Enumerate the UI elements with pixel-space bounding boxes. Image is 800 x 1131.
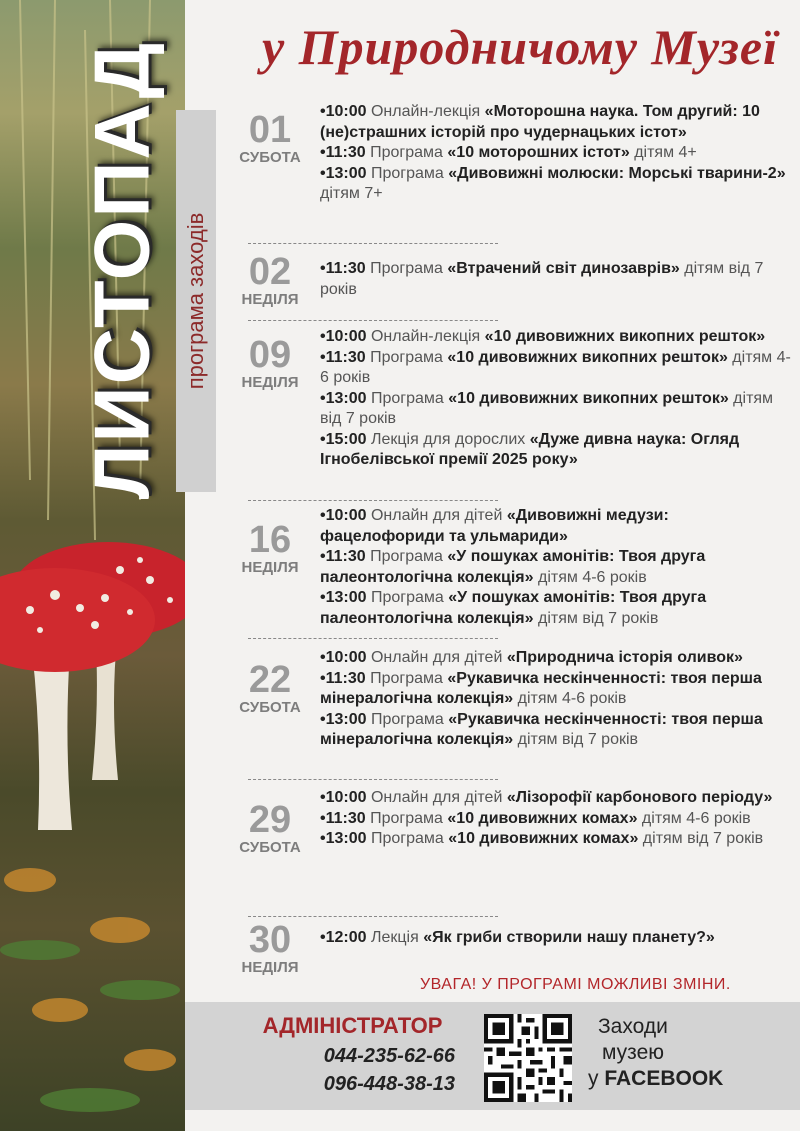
day-weekday: НЕДІЛЯ bbox=[241, 374, 299, 391]
day-label bbox=[230, 800, 310, 856]
event-time: 10:00 bbox=[325, 507, 367, 524]
day-number: 29 bbox=[248, 799, 292, 841]
day-separator bbox=[248, 638, 498, 639]
day-label bbox=[230, 920, 310, 976]
bullet-icon: • bbox=[320, 144, 326, 161]
day-separator bbox=[248, 320, 498, 321]
event-age: дітям від 7 років bbox=[320, 260, 764, 298]
day-label bbox=[230, 520, 310, 576]
page-header: у Природничому Музеї bbox=[262, 19, 778, 75]
day-events bbox=[320, 788, 795, 850]
event-title: «Рукавичка нескінченності: твоя перша мінералогічна колекція» bbox=[320, 710, 763, 748]
event-item bbox=[320, 928, 795, 949]
event-type: Онлайн-лекція bbox=[370, 328, 481, 345]
event-time: 13:00 bbox=[325, 830, 367, 847]
event-title: «Дуже дивна наука: Огляд Ігнобелівської премії 2025 року» bbox=[320, 430, 740, 468]
event-item bbox=[320, 259, 795, 300]
event-type: Програма bbox=[370, 260, 443, 277]
facebook-link[interactable]: FACEBOOK bbox=[604, 1067, 724, 1090]
event-time: 10:00 bbox=[325, 328, 367, 345]
bullet-icon: • bbox=[320, 669, 326, 687]
event-type: Програма bbox=[370, 830, 444, 847]
facebook-promo[interactable] bbox=[588, 1014, 768, 1092]
day-label bbox=[230, 335, 310, 391]
bullet-icon: • bbox=[320, 507, 326, 524]
phone-number-1[interactable]: 044-235-62-66 bbox=[323, 1045, 455, 1067]
day-number: 01 bbox=[248, 109, 292, 151]
event-title: «Моторошна наука. Том другий: 10 (не)страшних історій про чудернацьких істот» bbox=[320, 103, 760, 141]
event-time: 15:00 bbox=[325, 430, 367, 448]
bullet-icon: • bbox=[320, 548, 326, 565]
event-type: Лекція для дорослих bbox=[370, 430, 526, 448]
event-time: 12:00 bbox=[325, 929, 367, 946]
bullet-icon: • bbox=[320, 710, 326, 728]
warning-notice: УВАГА! У ПРОГРАМІ МОЖЛИВІ ЗМІНИ. bbox=[420, 976, 731, 993]
event-time: 11:30 bbox=[325, 348, 366, 366]
day-number: 16 bbox=[248, 519, 292, 561]
event-age: дітям 4-6 років bbox=[537, 568, 647, 586]
day-weekday: НЕДІЛЯ bbox=[241, 559, 299, 576]
event-type: Програма bbox=[370, 164, 444, 182]
bullet-icon: • bbox=[320, 929, 326, 946]
event-time: 13:00 bbox=[325, 164, 367, 182]
bullet-icon: • bbox=[320, 260, 326, 277]
event-title: «Як гриби створили нашу планету?» bbox=[423, 929, 715, 946]
day-weekday: СУБОТА bbox=[239, 149, 301, 166]
event-type: Програма bbox=[370, 710, 444, 728]
day-separator bbox=[248, 243, 498, 244]
event-type: Програма bbox=[370, 669, 443, 687]
event-title: «Втрачений світ динозаврів» bbox=[447, 260, 680, 277]
event-item bbox=[320, 648, 795, 669]
event-item bbox=[320, 588, 795, 629]
event-time: 13:00 bbox=[325, 389, 367, 407]
event-time: 10:00 bbox=[325, 649, 367, 666]
day-separator bbox=[248, 779, 498, 780]
event-item bbox=[320, 506, 795, 547]
event-time: 13:00 bbox=[325, 589, 367, 606]
bullet-icon: • bbox=[320, 430, 326, 448]
bullet-icon: • bbox=[320, 789, 326, 806]
event-item bbox=[320, 710, 795, 751]
day-label bbox=[230, 660, 310, 716]
event-type: Програма bbox=[370, 589, 444, 606]
event-type: Програма bbox=[370, 144, 443, 161]
day-events bbox=[320, 648, 795, 751]
event-title: «У пошуках амонітів: Твоя друга палеонтологічна колекція» bbox=[320, 548, 706, 586]
bullet-icon: • bbox=[320, 649, 326, 666]
bullet-icon: • bbox=[320, 389, 326, 407]
event-age: дітям від 7 років bbox=[642, 830, 764, 847]
bullet-icon: • bbox=[320, 830, 326, 847]
event-title: «Природнича історія оливок» bbox=[506, 649, 743, 666]
event-time: 10:00 bbox=[325, 789, 367, 806]
event-title: «10 дивовижних комах» bbox=[448, 830, 639, 847]
event-title: «Дивовижні молюски: Морські тварини-2» bbox=[448, 164, 786, 182]
event-item bbox=[320, 788, 795, 809]
event-age: дітям від 7 років bbox=[537, 609, 659, 627]
event-age: дітям 4-6 років bbox=[320, 348, 791, 386]
event-title: «10 дивовижних викопних решток» bbox=[448, 389, 729, 407]
event-type: Онлайн для дітей bbox=[370, 789, 503, 806]
event-title: «Рукавичка нескінченності: твоя перша мінералогічна колекція» bbox=[320, 669, 762, 707]
event-item bbox=[320, 809, 795, 830]
program-subtitle-band: програма заходів bbox=[176, 110, 216, 492]
bullet-icon: • bbox=[320, 164, 326, 182]
event-item bbox=[320, 430, 795, 471]
day-number: 22 bbox=[248, 659, 292, 701]
day-events bbox=[320, 327, 795, 471]
event-type: Програма bbox=[370, 348, 443, 366]
bullet-icon: • bbox=[320, 809, 326, 827]
day-label bbox=[230, 110, 310, 166]
event-item bbox=[320, 547, 795, 588]
event-time: 11:30 bbox=[325, 144, 366, 161]
bullet-icon: • bbox=[320, 589, 326, 606]
event-type: Онлайн-лекція bbox=[370, 103, 481, 120]
day-events bbox=[320, 506, 795, 629]
event-type: Програма bbox=[370, 809, 443, 827]
bullet-icon: • bbox=[320, 103, 326, 120]
event-age: дітям 4-6 років bbox=[641, 809, 751, 827]
event-type: Онлайн для дітей bbox=[370, 649, 503, 666]
event-time: 11:30 bbox=[325, 809, 366, 827]
event-title: «10 дивовижних комах» bbox=[447, 809, 638, 827]
event-item bbox=[320, 143, 795, 164]
event-type: Онлайн для дітей bbox=[370, 507, 503, 524]
fb-line-1: Заходи bbox=[598, 1015, 668, 1038]
event-item bbox=[320, 669, 795, 710]
event-time: 11:30 bbox=[325, 548, 366, 565]
day-label bbox=[230, 252, 310, 308]
event-item bbox=[320, 348, 795, 389]
event-type: Лекція bbox=[370, 929, 419, 946]
event-age: дітям від 7 років bbox=[517, 731, 639, 748]
event-type: Програма bbox=[370, 548, 443, 565]
event-age: дітям 4+ bbox=[634, 144, 697, 161]
bullet-icon: • bbox=[320, 328, 326, 345]
event-title: «10 дивовижних викопних решток» bbox=[447, 348, 728, 366]
event-time: 13:00 bbox=[325, 710, 367, 728]
month-title: ЛИСТОПАД bbox=[77, 40, 166, 500]
day-weekday: СУБОТА bbox=[239, 839, 301, 856]
admin-label: АДМІНІСТРАТОР bbox=[262, 1013, 443, 1038]
day-number: 30 bbox=[248, 919, 292, 961]
event-age: дітям від 7 років bbox=[320, 389, 774, 427]
event-age: дітям 4-6 років bbox=[517, 690, 627, 707]
event-title: «Дивовижні медузи: фацелофориди та ульмариди» bbox=[320, 507, 669, 545]
event-item bbox=[320, 389, 795, 430]
day-number: 09 bbox=[248, 334, 292, 376]
fb-line-2: музею bbox=[602, 1041, 664, 1064]
day-number: 02 bbox=[248, 251, 292, 293]
event-title: «10 дивовижних викопних решток» bbox=[484, 328, 766, 345]
event-title: «У пошуках амонітів: Твоя друга палеонтологічна колекція» bbox=[320, 589, 707, 627]
event-time: 11:30 bbox=[325, 669, 366, 687]
phone-number-2[interactable]: 096-448-38-13 bbox=[323, 1073, 455, 1095]
event-age: дітям 7+ bbox=[320, 185, 383, 202]
bullet-icon: • bbox=[320, 348, 326, 366]
event-time: 11:30 bbox=[325, 260, 366, 277]
fb-line-3-prefix: у bbox=[588, 1067, 599, 1090]
day-events bbox=[320, 259, 795, 300]
day-events bbox=[320, 102, 795, 205]
qr-code-icon[interactable] bbox=[484, 1014, 572, 1102]
day-weekday: НЕДІЛЯ bbox=[241, 959, 299, 976]
day-events bbox=[320, 928, 795, 949]
day-separator bbox=[248, 916, 498, 917]
event-item bbox=[320, 829, 795, 850]
day-separator bbox=[248, 500, 498, 501]
event-type: Програма bbox=[370, 389, 444, 407]
event-item bbox=[320, 164, 795, 205]
event-title: «Лізорофії карбонового періоду» bbox=[506, 789, 773, 806]
event-item bbox=[320, 327, 795, 348]
event-item bbox=[320, 102, 795, 143]
event-time: 10:00 bbox=[325, 103, 367, 120]
day-weekday: СУБОТА bbox=[239, 699, 301, 716]
event-title: «10 моторошних істот» bbox=[447, 144, 630, 161]
day-weekday: НЕДІЛЯ bbox=[241, 291, 299, 308]
